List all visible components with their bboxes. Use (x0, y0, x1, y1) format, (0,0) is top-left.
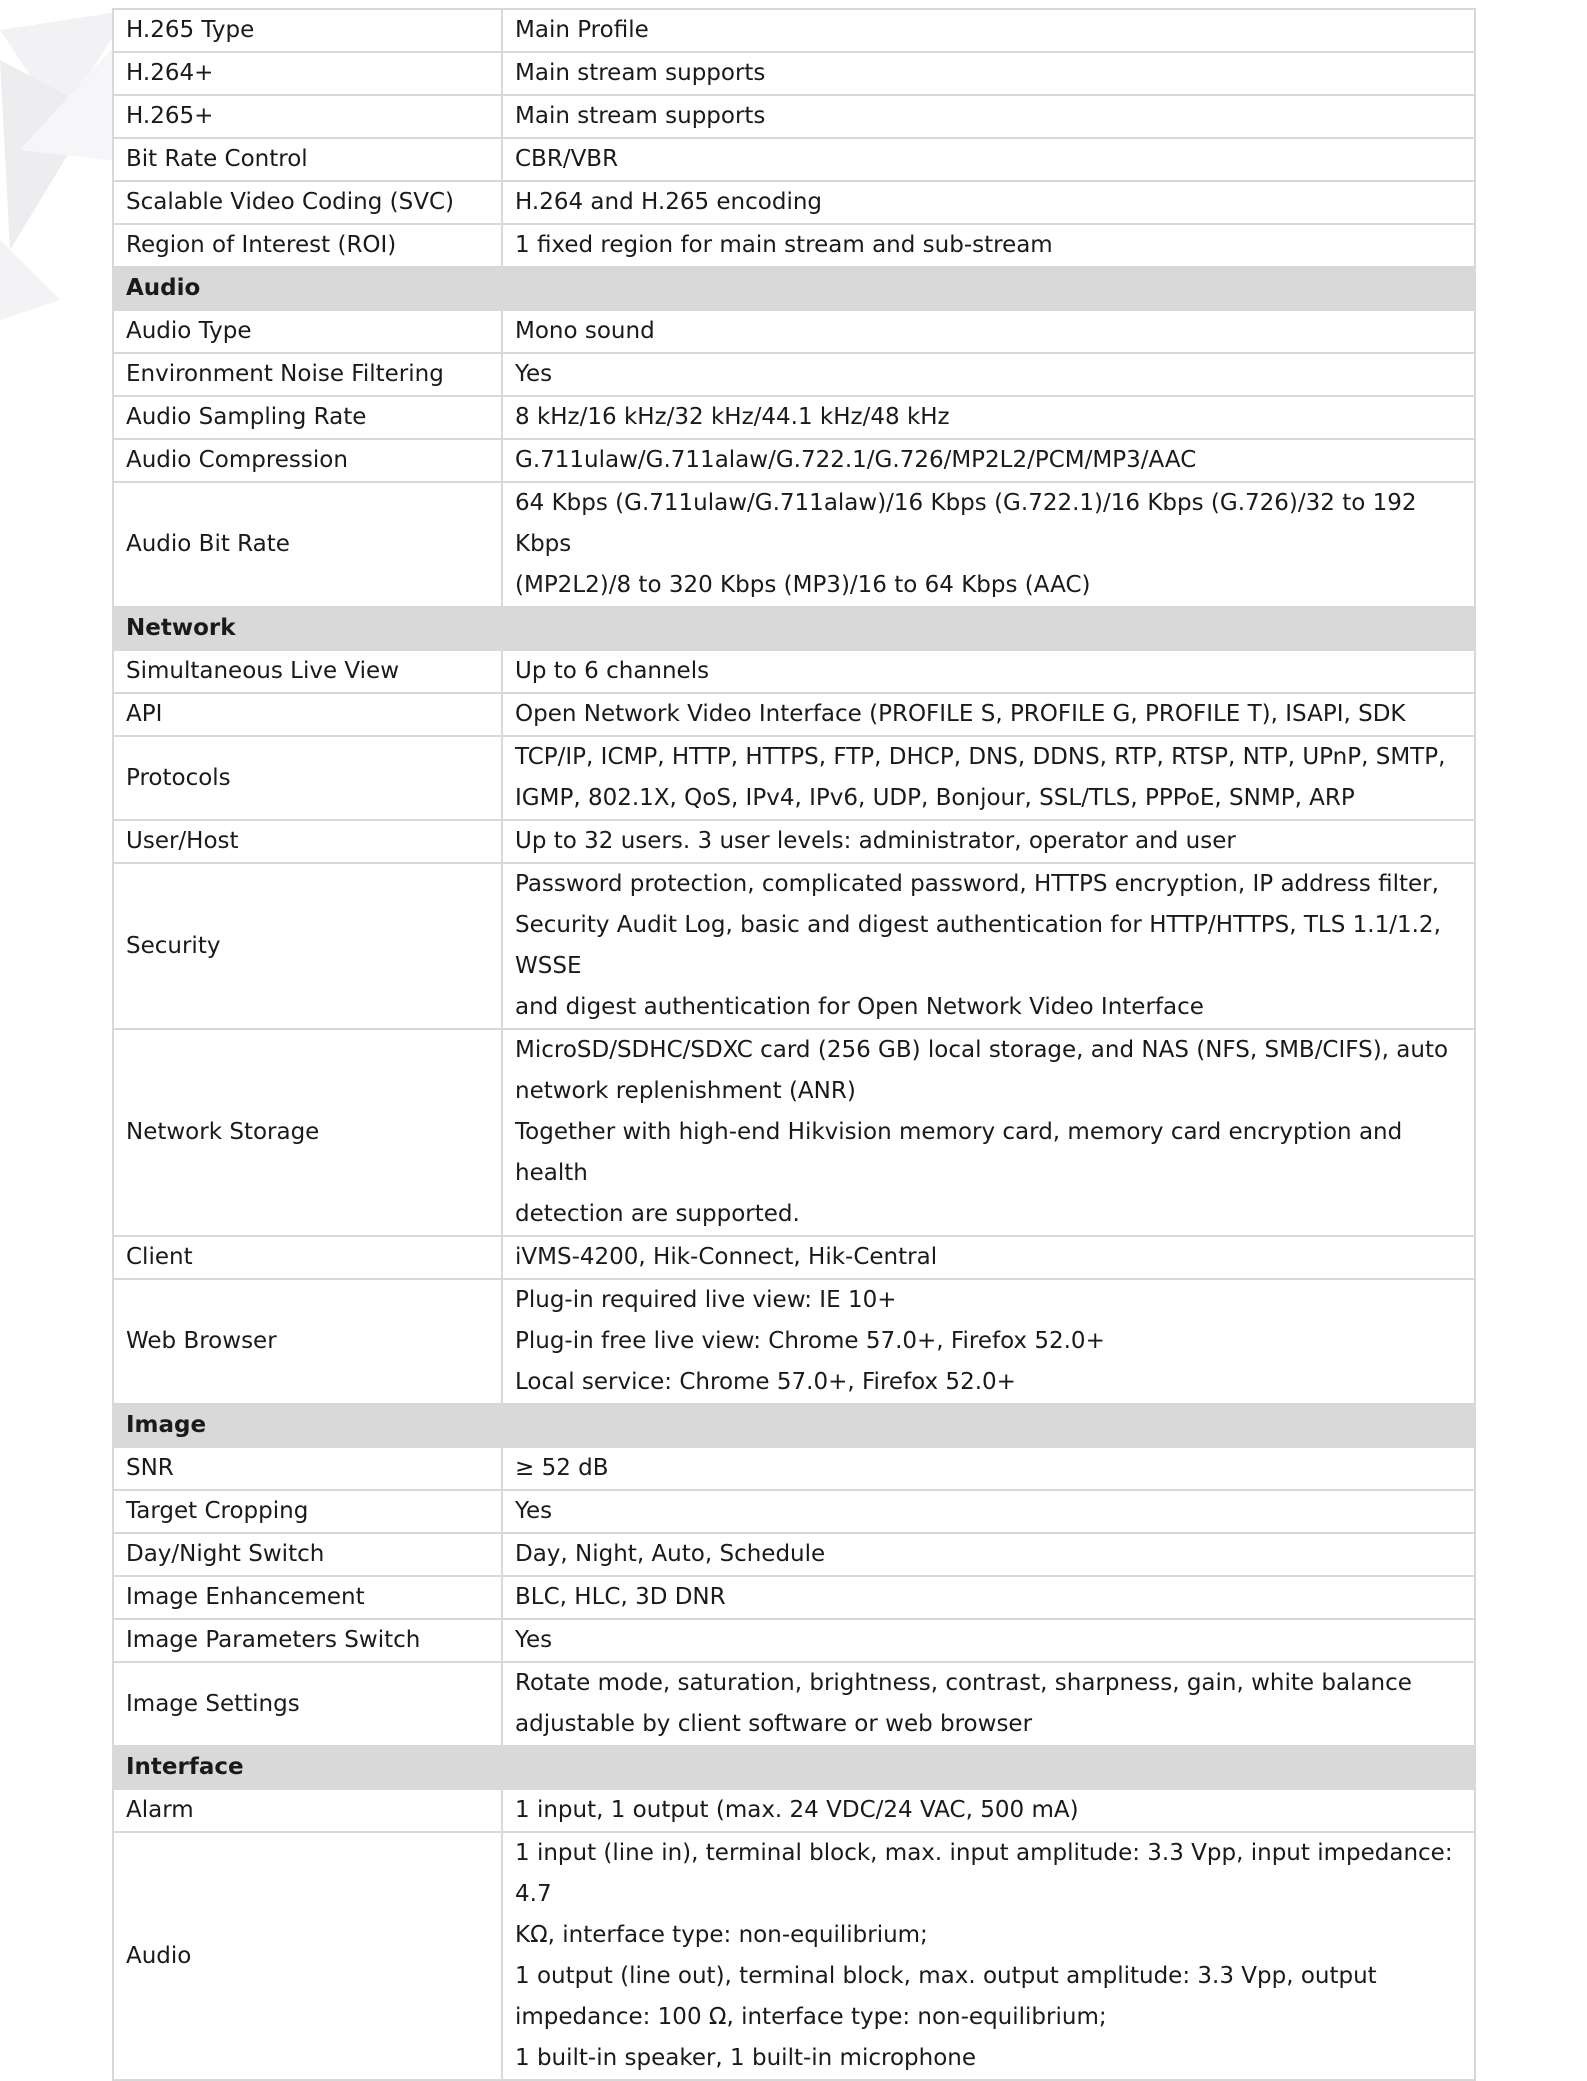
spec-value-line: Main Profile (515, 17, 649, 43)
spec-value-line: detection are supported. (515, 1201, 800, 1227)
spec-label: Client (113, 1236, 502, 1279)
spec-value-line: Main stream supports (515, 60, 766, 86)
spec-value-line: Yes (515, 1498, 553, 1524)
spec-label: Audio Bit Rate (113, 482, 502, 607)
section-header-row (113, 267, 1475, 310)
spec-row (113, 1576, 1475, 1619)
spec-label: Image Parameters Switch (113, 1619, 502, 1662)
spec-row (113, 181, 1475, 224)
spec-label: Security (113, 863, 502, 1029)
spec-value-line: iVMS-4200, Hik-Connect, Hik-Central (515, 1244, 938, 1270)
spec-value-line: 8 kHz/16 kHz/32 kHz/44.1 kHz/48 kHz (515, 404, 950, 430)
spec-value (502, 95, 1475, 138)
spec-row (113, 1279, 1475, 1404)
spec-value-line: Plug-in required live view: IE 10+ (515, 1287, 897, 1313)
spec-row (113, 1533, 1475, 1576)
spec-value-line: 1 built-in speaker, 1 built-in microphone (515, 2045, 976, 2071)
spec-value (502, 1619, 1475, 1662)
spec-label: Audio Type (113, 310, 502, 353)
spec-value-line: Day, Night, Auto, Schedule (515, 1541, 826, 1567)
spec-row (113, 693, 1475, 736)
spec-row (113, 1029, 1475, 1236)
spec-value-line: Open Network Video Interface (PROFILE S, PROFILE G, PROFILE T), ISAPI, SDK (515, 701, 1406, 727)
spec-value (502, 736, 1475, 820)
spec-label: Environment Noise Filtering (113, 353, 502, 396)
spec-value-line: 64 Kbps (G.711ulaw/G.711alaw)/16 Kbps (G.722.1)/16 Kbps (G.726)/32 to 192 Kbps (515, 490, 1417, 557)
spec-row (113, 1832, 1475, 2080)
spec-label: Image Enhancement (113, 1576, 502, 1619)
spec-value (502, 650, 1475, 693)
spec-value-line: adjustable by client software or web browser (515, 1711, 1033, 1737)
section-title: Audio (113, 267, 1475, 310)
spec-value (502, 1832, 1475, 2080)
spec-value-line: TCP/IP, ICMP, HTTP, HTTPS, FTP, DHCP, DNS, DDNS, RTP, RTSP, NTP, UPnP, SMTP, (515, 744, 1446, 770)
spec-label: User/Host (113, 820, 502, 863)
spec-row (113, 482, 1475, 607)
spec-value-line: CBR/VBR (515, 146, 619, 172)
spec-row (113, 1236, 1475, 1279)
spec-row (113, 9, 1475, 52)
spec-row (113, 95, 1475, 138)
spec-label: API (113, 693, 502, 736)
spec-row (113, 52, 1475, 95)
section-title: Interface (113, 1746, 1475, 1789)
spec-label: Day/Night Switch (113, 1533, 502, 1576)
spec-table-body (113, 9, 1475, 2080)
spec-value (502, 181, 1475, 224)
spec-value-line: and digest authentication for Open Network Video Interface (515, 994, 1204, 1020)
spec-row (113, 439, 1475, 482)
spec-value (502, 224, 1475, 267)
section-header-row (113, 607, 1475, 650)
spec-value (502, 1236, 1475, 1279)
spec-label: Bit Rate Control (113, 138, 502, 181)
spec-value-line: Password protection, complicated password, HTTPS encryption, IP address filter, (515, 871, 1439, 897)
spec-label: H.264+ (113, 52, 502, 95)
spec-value (502, 1447, 1475, 1490)
spec-value-line: Rotate mode, saturation, brightness, contrast, sharpness, gain, white balance (515, 1670, 1412, 1696)
spec-value-line: (MP2L2)/8 to 320 Kbps (MP3)/16 to 64 Kbps (AAC) (515, 572, 1091, 598)
spec-label: Alarm (113, 1789, 502, 1832)
spec-value-line: network replenishment (ANR) (515, 1078, 856, 1104)
spec-value-line: H.264 and H.265 encoding (515, 189, 823, 215)
spec-value-line: 1 fixed region for main stream and sub-stream (515, 232, 1053, 258)
spec-value (502, 820, 1475, 863)
spec-value-line: 1 output (line out), terminal block, max. output amplitude: 3.3 Vpp, output (515, 1963, 1377, 1989)
spec-value (502, 353, 1475, 396)
spec-label: H.265+ (113, 95, 502, 138)
spec-value-line: impedance: 100 Ω, interface type: non-equilibrium; (515, 2004, 1107, 2030)
spec-value-line: 1 input, 1 output (max. 24 VDC/24 VAC, 500 mA) (515, 1797, 1079, 1823)
spec-value-line: KΩ, interface type: non-equilibrium; (515, 1922, 928, 1948)
spec-value-line: Main stream supports (515, 103, 766, 129)
spec-label: Network Storage (113, 1029, 502, 1236)
spec-value-line: Local service: Chrome 57.0+, Firefox 52.0+ (515, 1369, 1016, 1395)
spec-row (113, 820, 1475, 863)
spec-value (502, 1576, 1475, 1619)
spec-value-line: 1 input (line in), terminal block, max. input amplitude: 3.3 Vpp, input impedance: 4.7 (515, 1840, 1453, 1907)
spec-row (113, 310, 1475, 353)
spec-value (502, 1029, 1475, 1236)
spec-value-line: Plug-in free live view: Chrome 57.0+, Firefox 52.0+ (515, 1328, 1105, 1354)
spec-row (113, 353, 1475, 396)
spec-row (113, 863, 1475, 1029)
spec-value-line: ≥ 52 dB (515, 1455, 609, 1481)
spec-value (502, 693, 1475, 736)
spec-row (113, 1789, 1475, 1832)
spec-label: SNR (113, 1447, 502, 1490)
section-header-row (113, 1746, 1475, 1789)
spec-value-line: Mono sound (515, 318, 655, 344)
spec-value-line: Yes (515, 361, 553, 387)
spec-row (113, 1447, 1475, 1490)
spec-row (113, 650, 1475, 693)
spec-value-line: Up to 32 users. 3 user levels: administrator, operator and user (515, 828, 1236, 854)
spec-value-line: Together with high-end Hikvision memory card, memory card encryption and health (515, 1119, 1403, 1186)
spec-value (502, 138, 1475, 181)
spec-value (502, 1490, 1475, 1533)
section-title: Network (113, 607, 1475, 650)
spec-label: Image Settings (113, 1662, 502, 1746)
spec-value-line: G.711ulaw/G.711alaw/G.722.1/G.726/MP2L2/PCM/MP3/AAC (515, 447, 1197, 473)
spec-value (502, 9, 1475, 52)
spec-value (502, 863, 1475, 1029)
spec-value (502, 1662, 1475, 1746)
spec-value-line: Yes (515, 1627, 553, 1653)
spec-value (502, 396, 1475, 439)
spec-value (502, 1789, 1475, 1832)
spec-value (502, 482, 1475, 607)
spec-value-line: MicroSD/SDHC/SDXC card (256 GB) local storage, and NAS (NFS, SMB/CIFS), auto (515, 1037, 1449, 1063)
spec-row (113, 1662, 1475, 1746)
spec-value (502, 52, 1475, 95)
spec-row (113, 396, 1475, 439)
spec-row (113, 1490, 1475, 1533)
spec-value (502, 310, 1475, 353)
spec-label: Audio Compression (113, 439, 502, 482)
spec-row (113, 224, 1475, 267)
spec-label: Region of Interest (ROI) (113, 224, 502, 267)
spec-label: Web Browser (113, 1279, 502, 1404)
spec-label: Audio Sampling Rate (113, 396, 502, 439)
spec-row (113, 138, 1475, 181)
spec-value (502, 439, 1475, 482)
spec-value-line: Security Audit Log, basic and digest authentication for HTTP/HTTPS, TLS 1.1/1.2, WSSE (515, 912, 1441, 979)
spec-value-line: IGMP, 802.1X, QoS, IPv4, IPv6, UDP, Bonjour, SSL/TLS, PPPoE, SNMP, ARP (515, 785, 1355, 811)
spec-value-line: Up to 6 channels (515, 658, 710, 684)
spec-value (502, 1533, 1475, 1576)
spec-value-line: BLC, HLC, 3D DNR (515, 1584, 726, 1610)
spec-row (113, 736, 1475, 820)
spec-label: Scalable Video Coding (SVC) (113, 181, 502, 224)
spec-label: H.265 Type (113, 9, 502, 52)
spec-label: Simultaneous Live View (113, 650, 502, 693)
spec-value (502, 1279, 1475, 1404)
spec-label: Protocols (113, 736, 502, 820)
section-title: Image (113, 1404, 1475, 1447)
spec-label: Audio (113, 1832, 502, 2080)
spec-label: Target Cropping (113, 1490, 502, 1533)
section-header-row (113, 1404, 1475, 1447)
spec-table (112, 8, 1476, 2081)
spec-row (113, 1619, 1475, 1662)
